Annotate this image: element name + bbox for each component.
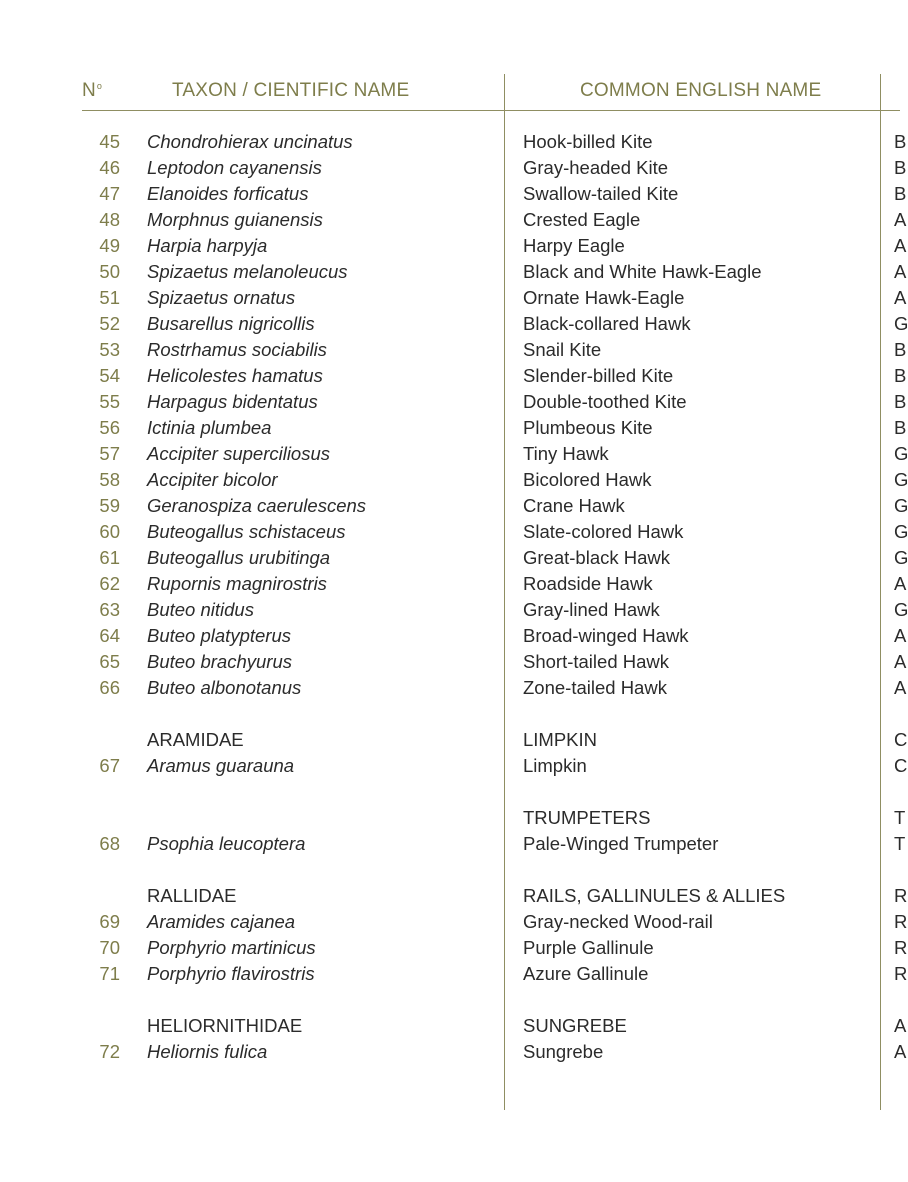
common-name: Zone-tailed Hawk — [523, 677, 667, 698]
species-number: 55 — [99, 391, 120, 412]
table-row — [0, 311, 908, 337]
common-name: Pale-Winged Trumpeter — [523, 833, 719, 854]
scientific-name: Leptodon cayanensis — [147, 157, 322, 178]
scientific-name: Busarellus nigricollis — [147, 313, 315, 334]
species-number: 56 — [99, 417, 120, 438]
table-row — [0, 129, 907, 155]
table-row — [0, 467, 908, 493]
common-name: Harpy Eagle — [523, 235, 625, 256]
common-name: Bicolored Hawk — [523, 469, 652, 490]
scientific-name: Harpagus bidentatus — [147, 391, 318, 412]
species-number: 59 — [99, 495, 120, 516]
next-column-text: A — [894, 677, 907, 698]
next-column-text: B — [894, 417, 907, 438]
scientific-name: Chondrohierax uncinatus — [147, 131, 353, 152]
species-number: 62 — [99, 573, 120, 594]
species-number: 45 — [99, 131, 120, 152]
table-row — [0, 233, 907, 259]
next-column-text: A — [894, 261, 907, 282]
scientific-name: Morphnus guianensis — [147, 209, 323, 230]
scientific-name: Buteo brachyurus — [147, 651, 293, 672]
table-row — [0, 571, 907, 597]
family-row — [0, 883, 908, 909]
species-number: 65 — [99, 651, 120, 672]
header-divider — [82, 110, 900, 111]
next-column-text: A — [894, 573, 907, 594]
species-number: 72 — [99, 1041, 120, 1062]
next-column-text: A — [894, 287, 907, 308]
table-row — [0, 363, 907, 389]
species-number: 52 — [99, 313, 120, 334]
species-number: 61 — [99, 547, 120, 568]
scientific-name: Rupornis magnirostris — [147, 573, 327, 594]
common-name: Tiny Hawk — [523, 443, 609, 464]
family-common-name: TRUMPETERS — [523, 807, 651, 828]
scientific-name: Buteogallus urubitinga — [147, 547, 331, 568]
common-name: Black and White Hawk-Eagle — [523, 261, 762, 282]
next-column-text: R — [894, 937, 908, 958]
table-row — [0, 207, 907, 233]
family-common-name: SUNGREBE — [523, 1015, 627, 1036]
scientific-name: Accipiter bicolor — [147, 469, 278, 490]
scientific-name: Porphyrio martinicus — [147, 937, 316, 958]
family-common-name: LIMPKIN — [523, 729, 598, 750]
common-name: Purple Gallinule — [523, 937, 654, 958]
common-name: Plumbeous Kite — [523, 417, 653, 438]
column-header-common-name: COMMON ENGLISH NAME — [580, 80, 822, 101]
common-name: Crested Eagle — [523, 209, 641, 230]
species-number: 49 — [99, 235, 120, 256]
species-number: 50 — [99, 261, 120, 282]
table-row — [0, 831, 906, 857]
table-row — [0, 623, 907, 649]
species-table-body — [0, 129, 908, 1065]
species-number: 57 — [99, 443, 120, 464]
next-column-text: B — [894, 157, 907, 178]
next-column-text: C — [894, 729, 908, 750]
next-column-text: R — [894, 963, 908, 984]
common-name: Limpkin — [523, 755, 587, 776]
table-row — [0, 441, 908, 467]
scientific-name: Ictinia plumbea — [147, 417, 272, 438]
species-number: 68 — [99, 833, 120, 854]
family-name: RALLIDAE — [147, 885, 237, 906]
family-common-name: RAILS, GALLINULES & ALLIES — [523, 885, 786, 906]
family-row — [0, 727, 908, 753]
species-number: 63 — [99, 599, 120, 620]
next-column-text: T — [894, 833, 906, 854]
table-row — [0, 753, 908, 779]
table-row — [0, 1039, 907, 1065]
family-name: HELIORNITHIDAE — [147, 1015, 303, 1036]
next-column-text: B — [894, 183, 907, 204]
table-row — [0, 909, 908, 935]
table-row — [0, 337, 907, 363]
scientific-name: Aramus guarauna — [147, 755, 295, 776]
species-number: 48 — [99, 209, 120, 230]
table-row — [0, 649, 907, 675]
scientific-name: Helicolestes hamatus — [147, 365, 323, 386]
table-row — [0, 675, 907, 701]
column-header-number: $N^o$ — [82, 80, 103, 101]
common-name: Snail Kite — [523, 339, 602, 360]
next-column-text: A — [894, 1041, 907, 1062]
table-row — [0, 597, 908, 623]
next-column-text: C — [894, 755, 908, 776]
scientific-name: Rostrhamus sociabilis — [147, 339, 327, 360]
scientific-name: Spizaetus melanoleucus — [147, 261, 348, 282]
next-column-text: A — [894, 209, 907, 230]
table-row — [0, 519, 908, 545]
next-column-text: R — [894, 885, 908, 906]
species-number: 46 — [99, 157, 120, 178]
scientific-name: Heliornis fulica — [147, 1041, 268, 1062]
scientific-name: Accipiter superciliosus — [147, 443, 331, 464]
common-name: Gray-lined Hawk — [523, 599, 660, 620]
species-number: 51 — [99, 287, 120, 308]
next-column-text: R — [894, 911, 908, 932]
table-row — [0, 961, 908, 987]
table-row — [0, 493, 908, 519]
next-column-text: A — [894, 625, 907, 646]
common-name: Roadside Hawk — [523, 573, 653, 594]
next-column-text: G — [894, 547, 908, 568]
common-name: Double-toothed Kite — [523, 391, 687, 412]
scientific-name: Elanoides forficatus — [147, 183, 309, 204]
species-number: 70 — [99, 937, 120, 958]
common-name: Sungrebe — [523, 1041, 604, 1062]
next-column-text: B — [894, 391, 907, 412]
next-column-text: G — [894, 443, 908, 464]
common-name: Slender-billed Kite — [523, 365, 674, 386]
column-header-taxon: TAXON / CIENTIFIC NAME — [172, 80, 410, 101]
next-column-text: A — [894, 235, 907, 256]
next-column-text: A — [894, 1015, 907, 1036]
next-column-text: B — [894, 365, 907, 386]
family-row — [0, 1013, 907, 1039]
next-column-text: T — [894, 807, 906, 828]
scientific-name: Buteogallus schistaceus — [147, 521, 346, 542]
species-number: 53 — [99, 339, 120, 360]
table-row — [0, 259, 907, 285]
species-number: 67 — [99, 755, 120, 776]
next-column-text: G — [894, 495, 908, 516]
table-row — [0, 389, 907, 415]
common-name: Ornate Hawk-Eagle — [523, 287, 685, 308]
species-number: 60 — [99, 521, 120, 542]
species-number: 69 — [99, 911, 120, 932]
common-name: Great-black Hawk — [523, 547, 671, 568]
common-name: Broad-winged Hawk — [523, 625, 689, 646]
scientific-name: Geranospiza caerulescens — [147, 495, 367, 516]
scientific-name: Buteo albonotanus — [147, 677, 302, 698]
common-name: Black-collared Hawk — [523, 313, 691, 334]
scientific-name: Porphyrio flavirostris — [147, 963, 315, 984]
table-row — [0, 181, 907, 207]
species-number: 66 — [99, 677, 120, 698]
species-number: 47 — [99, 183, 120, 204]
species-number: 58 — [99, 469, 120, 490]
common-name: Swallow-tailed Kite — [523, 183, 679, 204]
common-name: Hook-billed Kite — [523, 131, 653, 152]
common-name: Short-tailed Hawk — [523, 651, 670, 672]
species-number: 71 — [99, 963, 120, 984]
scientific-name: Buteo platypterus — [147, 625, 291, 646]
common-name: Slate-colored Hawk — [523, 521, 684, 542]
scientific-name: Psophia leucoptera — [147, 833, 306, 854]
next-column-text: G — [894, 469, 908, 490]
family-row — [0, 805, 906, 831]
common-name: Crane Hawk — [523, 495, 625, 516]
species-number: 54 — [99, 365, 120, 386]
table-row — [0, 155, 907, 181]
next-column-text: B — [894, 339, 907, 360]
scientific-name: Harpia harpyja — [147, 235, 268, 256]
next-column-text: B — [894, 131, 907, 152]
table-row — [0, 935, 908, 961]
common-name: Azure Gallinule — [523, 963, 649, 984]
next-column-text: G — [894, 599, 908, 620]
next-column-text: G — [894, 521, 908, 542]
table-row — [0, 545, 908, 571]
common-name: Gray-necked Wood-rail — [523, 911, 713, 932]
scientific-name: Buteo nitidus — [147, 599, 254, 620]
family-name: ARAMIDAE — [147, 729, 244, 750]
table-row — [0, 415, 907, 441]
next-column-text: G — [894, 313, 908, 334]
next-column-text: A — [894, 651, 907, 672]
scientific-name: Aramides cajanea — [147, 911, 296, 932]
common-name: Gray-headed Kite — [523, 157, 669, 178]
scientific-name: Spizaetus ornatus — [147, 287, 296, 308]
species-number: 64 — [99, 625, 120, 646]
table-row — [0, 285, 907, 311]
